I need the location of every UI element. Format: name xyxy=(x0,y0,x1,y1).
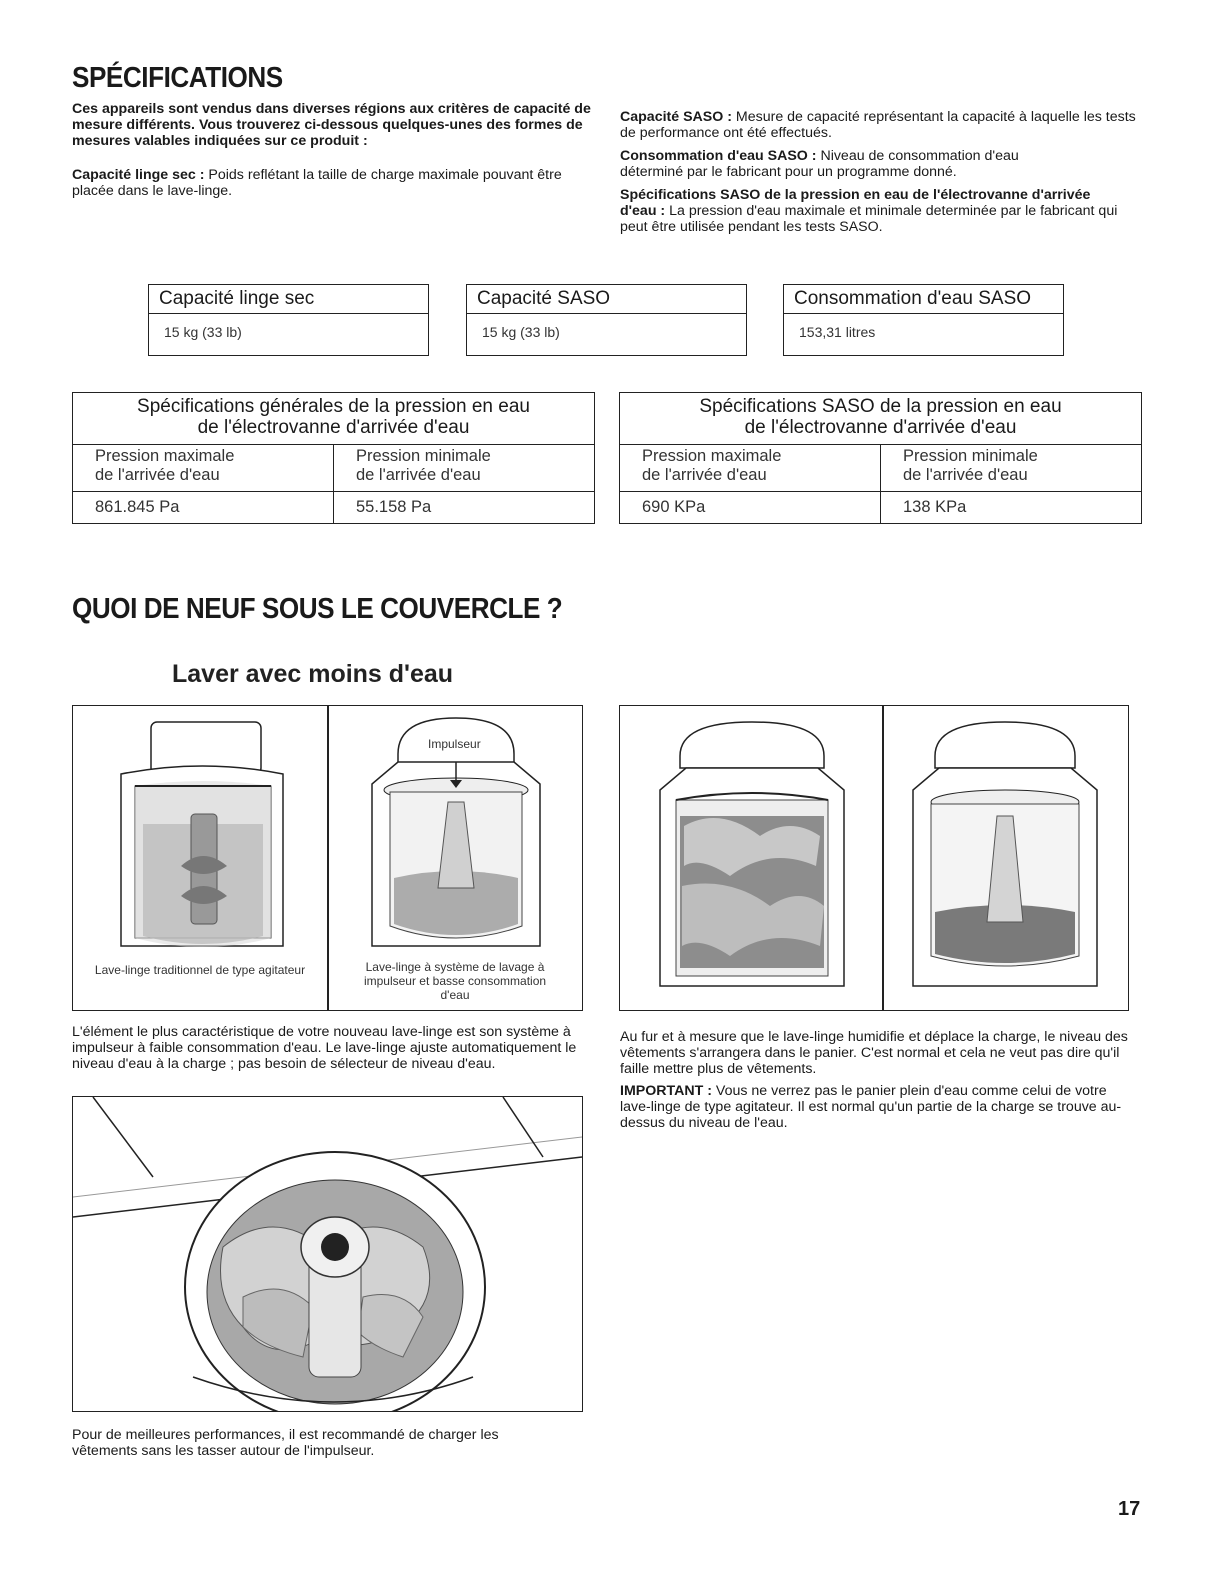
washer-low-water-illustration xyxy=(883,706,1128,1010)
washer-comparison-figure xyxy=(72,705,583,1011)
min-label-line2: de l'arrivée d'eau xyxy=(903,466,1028,484)
dry-capacity-header: Capacité linge sec xyxy=(149,285,428,314)
def-dry-text: Poids reflétant la taille de charge maximale pouvant être placée dans le lave-linge. xyxy=(72,167,562,199)
important-text: Vous ne verrez pas le panier plein d'eau comme celui de votre lave-linge de type agitateur. Il est normal qu'un partie de la charge se trouve au-dessus du niveau de l'eau. xyxy=(620,1083,1122,1131)
max-label-line2: de l'arrivée d'eau xyxy=(642,466,767,484)
pressure-saso-header xyxy=(620,393,1142,445)
pressure-general-table xyxy=(72,392,595,524)
pressure-saso-min-label xyxy=(881,445,1142,492)
pressure-general-max-value: 861.845 Pa xyxy=(73,492,334,524)
saso-water-header: Consommation d'eau SASO xyxy=(784,285,1063,314)
dry-capacity-value: 15 kg (33 lb) xyxy=(164,324,242,340)
pressure-saso-max-label xyxy=(620,445,881,492)
pressure-general-header-line1: Spécifications générales de la pression en eau xyxy=(137,396,530,417)
def-water-text: Niveau de consommation d'eau déterminé par le fabricant pour un programme donné. xyxy=(620,148,1019,180)
caption-traditional: Lave-linge traditionnel de type agitateur xyxy=(94,963,306,977)
saso-capacity-value: 15 kg (33 lb) xyxy=(482,324,560,340)
specifications-title: SPÉCIFICATIONS xyxy=(72,62,283,94)
saso-water-box xyxy=(783,284,1064,356)
dry-capacity-box xyxy=(148,284,429,356)
def-water-term: Consommation d'eau SASO : xyxy=(620,148,817,164)
para-impeller-system: L'élément le plus caractéristique de votre nouveau lave-linge est son système à impulseur à faible consommation d'eau. Le lave-linge ajuste automatiquement le niveau d'eau à la charge ; pas besoin de sélecteur de niveau d'eau. xyxy=(72,1024,577,1072)
max-label-line1: Pression maximale xyxy=(642,447,782,465)
page-number: 17 xyxy=(1118,1498,1141,1520)
def-dry-capacity xyxy=(72,167,597,199)
washer-with-load-illustration xyxy=(620,706,882,1010)
pressure-general-header xyxy=(73,393,595,445)
def-pressure-text: La pression d'eau maximale et minimale determinée par le fabricant qui peut être utilisée pendant les tests SASO. xyxy=(620,203,1118,235)
whatsnew-title: QUOI DE NEUF SOUS LE COUVERCLE ? xyxy=(72,593,563,625)
caption-impeller: Lave-linge à système de lavage à impulseur et basse consommation d'eau xyxy=(363,960,547,1002)
def-saso-text: Mesure de capacité représentant la capacité à laquelle les tests de performance ont été effectués. xyxy=(620,109,1136,141)
saso-water-value: 153,31 litres xyxy=(799,324,876,340)
def-saso-term: Capacité SASO : xyxy=(620,109,732,125)
load-level-figure xyxy=(619,705,1129,1011)
def-saso-pressure xyxy=(620,187,1125,235)
min-label-line2: de l'arrivée d'eau xyxy=(356,466,481,484)
def-saso-water xyxy=(620,148,1080,180)
whatsnew-subtitle: Laver avec moins d'eau xyxy=(172,660,454,688)
saso-capacity-box xyxy=(466,284,747,356)
pressure-saso-header-line2: de l'électrovanne d'arrivée d'eau xyxy=(744,417,1017,438)
para-load-level: Au fur et à mesure que le lave-linge humidifie et déplace la charge, le niveau des vêtements s'arrangera dans le panier. C'est normal et cela ne veut pas dire qu'il faille mettre plus de vêtements. xyxy=(620,1029,1128,1077)
pressure-saso-max-value: 690 KPa xyxy=(620,492,881,524)
para-important xyxy=(620,1083,1130,1131)
def-saso-capacity xyxy=(620,109,1145,141)
pressure-general-min-value: 55.158 Pa xyxy=(334,492,595,524)
max-label-line1: Pression maximale xyxy=(95,447,235,465)
pressure-saso-header-line1: Spécifications SASO de la pression en eau xyxy=(699,396,1062,417)
saso-capacity-header: Capacité SASO xyxy=(467,285,746,314)
specs-intro: Ces appareils sont vendus dans diverses régions aux critères de capacité de mesure différents. Vous trouverez ci-dessous quelques-unes des formes de mesures valables indiquées sur ce produit : xyxy=(72,101,591,149)
pressure-saso-min-value: 138 KPa xyxy=(881,492,1142,524)
important-term: IMPORTANT : xyxy=(620,1083,712,1099)
drum-load-illustration xyxy=(72,1096,583,1412)
def-pressure-term: Spécifications SASO de la pression en eau de l'électrovanne d'arrivée d'eau : xyxy=(620,187,1091,219)
pressure-saso-table xyxy=(619,392,1142,524)
min-label-line1: Pression minimale xyxy=(356,447,491,465)
impeller-label: Impulseur xyxy=(425,737,484,751)
pressure-general-min-label xyxy=(334,445,595,492)
pressure-general-max-label xyxy=(73,445,334,492)
min-label-line1: Pression minimale xyxy=(903,447,1038,465)
drum-top-view xyxy=(73,1097,582,1411)
pressure-general-header-line2: de l'électrovanne d'arrivée d'eau xyxy=(197,417,470,438)
def-dry-term: Capacité linge sec : xyxy=(72,167,205,183)
max-label-line2: de l'arrivée d'eau xyxy=(95,466,220,484)
agitator-washer-illustration xyxy=(73,706,327,966)
para-loading-tip: Pour de meilleures performances, il est recommandé de charger les vêtements sans les tasser autour de l'impulseur. xyxy=(72,1427,499,1459)
